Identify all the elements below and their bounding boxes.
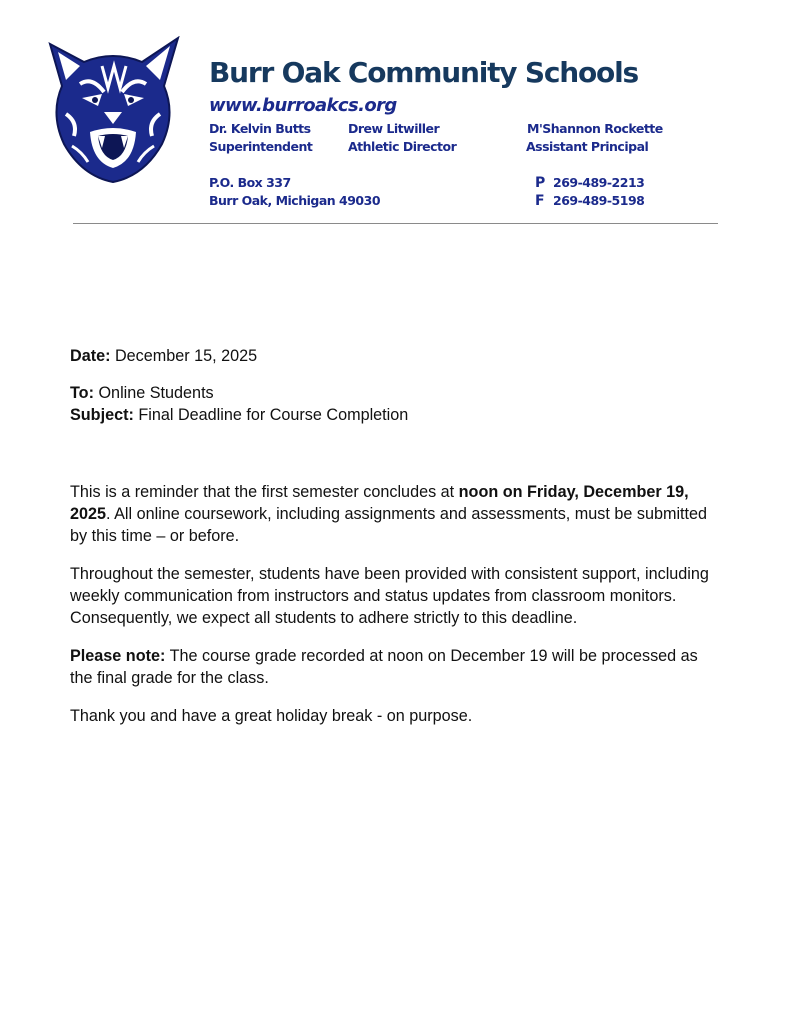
staff-title-superintendent: Superintendent [209,139,313,154]
note-label: Please note: [70,647,166,665]
date-value: December 15, 2025 [114,347,258,365]
date-label: Date: [70,347,111,365]
paragraph-support [70,563,720,629]
paragraph-note [70,645,720,689]
subject-value: Final Deadline for Course Completion [138,406,409,424]
paragraph-deadline-end: . All online coursework, including assignments and assessments, must be submitted by this time – or before. [70,505,708,545]
address-line-2: Burr Oak, Michigan 49030 [209,193,381,208]
to-label: To: [70,384,94,402]
paragraph-closing [70,705,720,727]
deadline-emphasis: noon on Friday, December 19, 2025 [70,483,689,523]
subject-label: Subject: [70,406,134,424]
letterhead-divider [73,223,718,224]
note-text: The course grade recorded at noon on December 19 will be processed as the final grade for the class. [70,647,698,687]
fax-number: 269-489-5198 [553,193,645,208]
wildcat-logo-icon [44,36,182,184]
phone-label: P [535,175,545,191]
closing-text: Thank you and have a great holiday break - on purpose. [70,707,473,725]
fax-label: F [535,193,545,209]
phone-number: 269-489-2213 [553,175,645,190]
staff-name-athletic-director: Drew Litwiller [348,121,440,136]
to-value: Online Students [98,384,214,402]
staff-title-assistant-principal: Assistant Principal [526,139,649,154]
memo-date [70,345,720,367]
paragraph-deadline [70,481,720,547]
paragraph-deadline-start: This is a reminder that the first semester concludes at [70,483,459,501]
school-website-link[interactable]: www.burroakcs.org [209,95,397,116]
staff-name-superintendent: Dr. Kelvin Butts [209,121,311,136]
paragraph-support-text: Throughout the semester, students have been provided with consistent support, including weekly communication from instructors and status updates from classroom monitors. Consequently, we expect all students to adhere strictly to this deadline. [70,565,709,627]
school-name: Burr Oak Community Schools [209,56,638,89]
staff-name-assistant-principal: M'Shannon Rockette [527,121,663,136]
memo-recipient-block [70,382,720,426]
address-line-1: P.O. Box 337 [209,175,291,190]
staff-title-athletic-director: Athletic Director [348,139,457,154]
